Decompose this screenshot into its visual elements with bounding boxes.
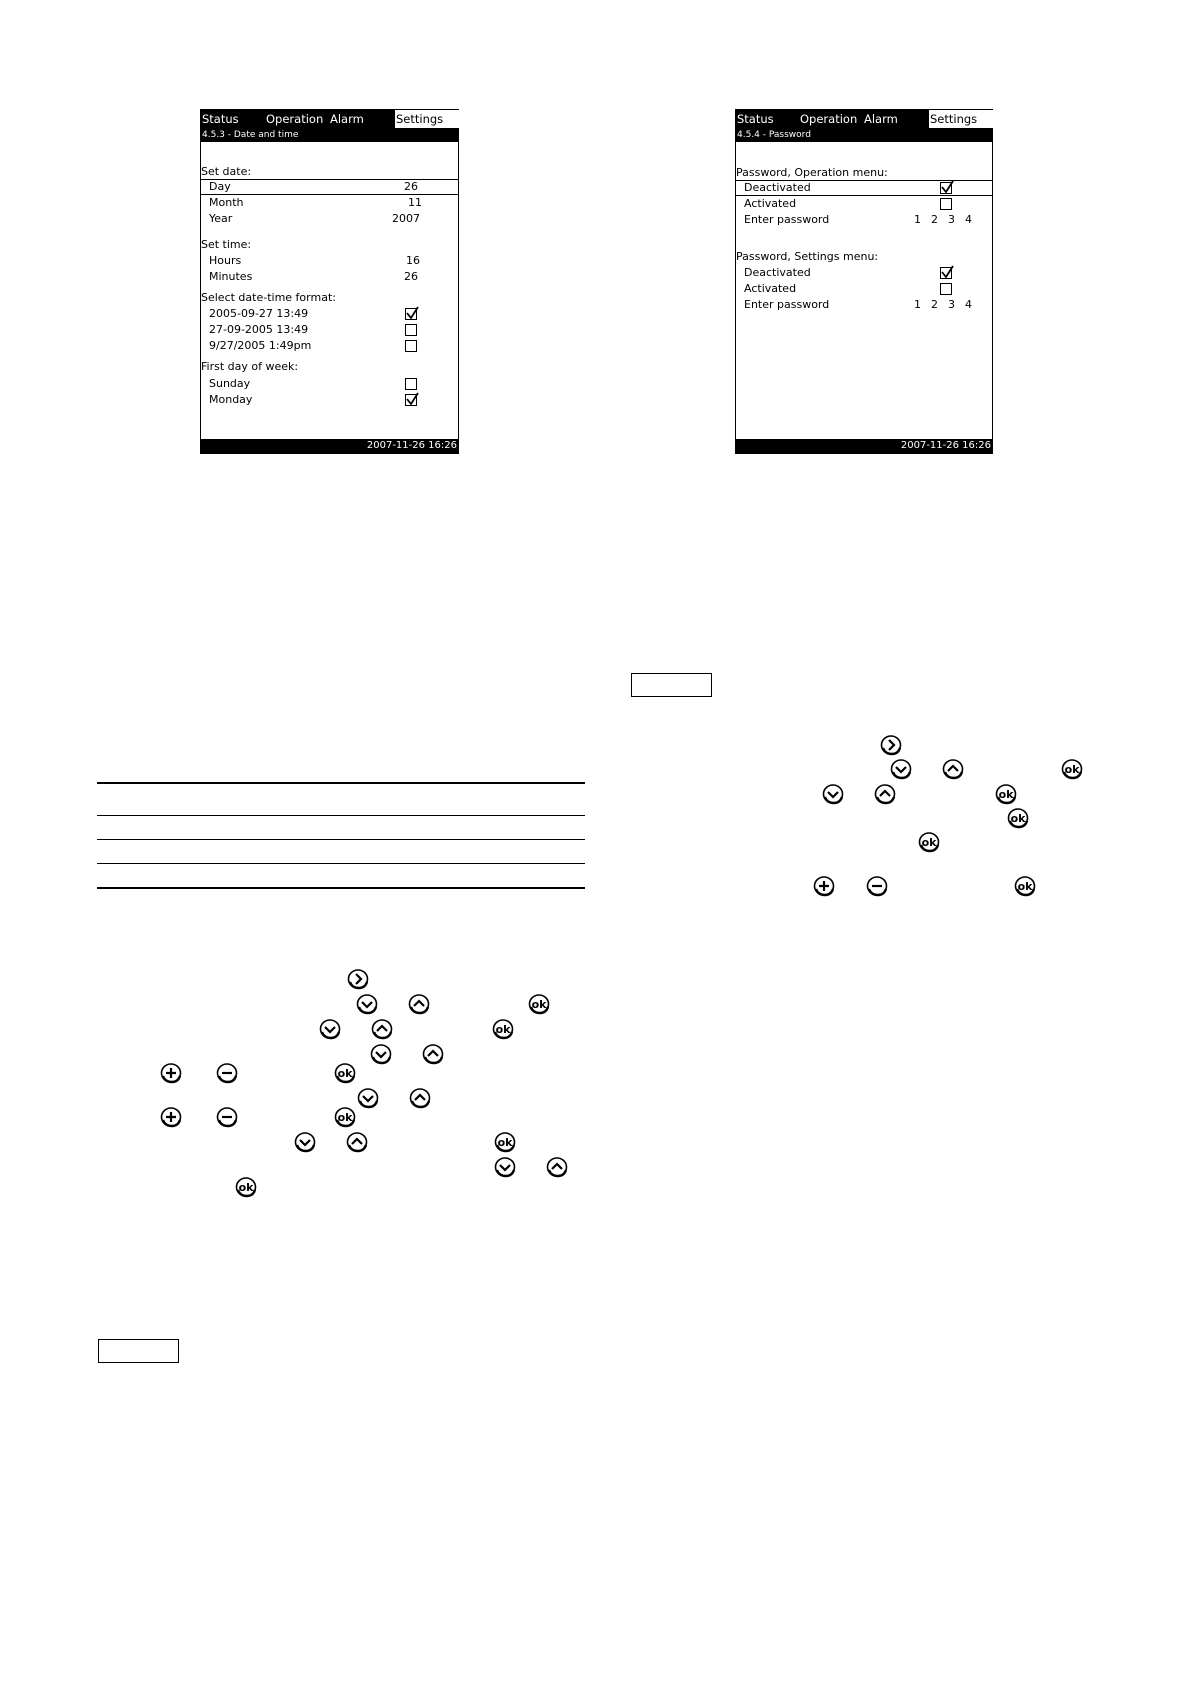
table-rule [97,863,585,864]
format-option-label: 9/27/2005 1:49pm [209,339,312,352]
operation-deactivated-checkbox[interactable] [940,182,952,194]
down-arrow-icon [494,1156,516,1178]
down-arrow-icon [319,1018,341,1040]
svg-text:ok: ok [337,1067,353,1080]
date-row-month[interactable] [201,195,458,211]
ok-icon [995,783,1017,805]
down-arrow-icon [294,1131,316,1153]
operation-password-row[interactable] [736,212,992,228]
up-arrow-icon [422,1043,444,1065]
week-option-monday[interactable] [201,392,458,408]
right-arrow-icon [347,968,369,990]
operation-deactivated-row[interactable] [736,180,992,196]
time-row-minutes[interactable] [201,269,458,285]
plus-icon [813,875,835,897]
svg-text:ok: ok [1064,763,1080,776]
date-row-day[interactable] [201,179,458,195]
password-screen [735,109,993,454]
hours-label: Hours [209,254,242,267]
password-digit: 3 [948,298,955,311]
down-arrow-icon [822,783,844,805]
menu-tab-bar [736,110,992,128]
ok-icon [528,993,550,1015]
week-checkbox[interactable] [405,378,417,390]
up-arrow-icon [874,783,896,805]
option-label: Deactivated [744,266,811,279]
option-label: Deactivated [744,181,811,194]
password-digit: 2 [931,213,938,226]
up-arrow-icon [371,1018,393,1040]
operation-password-heading: Password, Operation menu: [736,166,888,179]
menu-tab-bar [201,110,458,128]
first-day-heading: First day of week: [201,360,299,373]
svg-text:ok: ok [495,1023,511,1036]
tab-settings[interactable]: Settings [394,110,460,128]
minus-icon [866,875,888,897]
settings-activated-checkbox[interactable] [940,283,952,295]
password-digit: 1 [914,213,921,226]
password-digits[interactable] [914,212,972,228]
password-digit: 4 [965,298,972,311]
plus-icon [160,1106,182,1128]
format-option-label: 27-09-2005 13:49 [209,323,309,336]
plus-icon [160,1062,182,1084]
table-rule [97,815,585,816]
year-value: 2007 [392,212,420,225]
option-label: Activated [744,282,797,295]
tab-status[interactable]: Status [202,112,239,126]
ok-icon [1007,807,1029,829]
status-clock: 2007-11-26 16:26 [736,439,992,453]
ok-icon [494,1131,516,1153]
format-checkbox[interactable] [405,324,417,336]
ok-icon [1014,875,1036,897]
up-arrow-icon [408,993,430,1015]
ok-icon [235,1176,257,1198]
week-checkbox[interactable] [405,394,417,406]
format-checkbox[interactable] [405,340,417,352]
format-option-dmy[interactable] [201,322,458,338]
table-rule [97,839,585,840]
svg-text:ok: ok [1017,880,1033,893]
up-arrow-icon [546,1156,568,1178]
day-label: Day [209,180,231,193]
down-arrow-icon [370,1043,392,1065]
section-label-box [631,673,712,697]
tab-settings[interactable]: Settings [928,110,994,128]
format-heading: Select date-time format: [201,291,336,304]
date-time-screen [200,109,459,454]
svg-text:ok: ok [531,998,547,1011]
tab-operation[interactable]: Operation [266,112,324,126]
svg-text:ok: ok [921,836,937,849]
enter-password-label: Enter password [744,298,830,311]
ok-icon [334,1106,356,1128]
password-digit: 3 [948,213,955,226]
minus-icon [216,1062,238,1084]
password-digit: 4 [965,213,972,226]
settings-password-heading: Password, Settings menu: [736,250,879,263]
svg-text:ok: ok [497,1136,513,1149]
month-label: Month [209,196,244,209]
down-arrow-icon [357,1087,379,1109]
format-option-label: 2005-09-27 13:49 [209,307,309,320]
table-rule-bottom [97,887,585,889]
set-date-heading: Set date: [201,165,252,178]
svg-text:ok: ok [238,1181,254,1194]
up-arrow-icon [409,1087,431,1109]
tab-operation[interactable]: Operation [800,112,858,126]
password-digits[interactable] [914,297,972,313]
year-label: Year [209,212,233,225]
down-arrow-icon [356,993,378,1015]
password-digit: 1 [914,298,921,311]
section-label-box [98,1339,179,1363]
ok-icon [1061,758,1083,780]
up-arrow-icon [346,1131,368,1153]
ok-icon [918,831,940,853]
settings-deactivated-checkbox[interactable] [940,267,952,279]
set-time-heading: Set time: [201,238,252,251]
enter-password-label: Enter password [744,213,830,226]
settings-password-row[interactable] [736,297,992,313]
week-option-label: Sunday [209,377,251,390]
down-arrow-icon [890,758,912,780]
format-option-iso[interactable] [201,306,458,322]
password-digit: 2 [931,298,938,311]
hours-value: 16 [406,254,420,267]
month-value: 11 [408,196,422,209]
minutes-label: Minutes [209,270,253,283]
svg-text:ok: ok [998,788,1014,801]
right-arrow-icon [880,734,902,756]
operation-activated-row[interactable] [736,196,992,212]
settings-activated-row[interactable] [736,281,992,297]
option-label: Activated [744,197,797,210]
status-clock: 2007-11-26 16:26 [201,439,458,453]
breadcrumb: 4.5.3 - Date and time [201,128,458,142]
tab-alarm[interactable]: Alarm [864,112,898,126]
format-checkbox[interactable] [405,308,417,320]
breadcrumb: 4.5.4 - Password [736,128,992,142]
tab-alarm[interactable]: Alarm [330,112,364,126]
day-value: 26 [404,180,418,193]
up-arrow-icon [942,758,964,780]
operation-activated-checkbox[interactable] [940,198,952,210]
date-row-year[interactable] [201,211,458,227]
svg-text:ok: ok [337,1111,353,1124]
tab-status[interactable]: Status [737,112,774,126]
ok-icon [334,1062,356,1084]
settings-deactivated-row[interactable] [736,265,992,281]
minus-icon [216,1106,238,1128]
minutes-value: 26 [404,270,418,283]
week-option-sunday[interactable] [201,376,458,392]
week-option-label: Monday [209,393,253,406]
table-rule-top [97,782,585,784]
format-option-us[interactable] [201,338,458,354]
ok-icon [492,1018,514,1040]
svg-text:ok: ok [1010,812,1026,825]
time-row-hours[interactable] [201,253,458,269]
